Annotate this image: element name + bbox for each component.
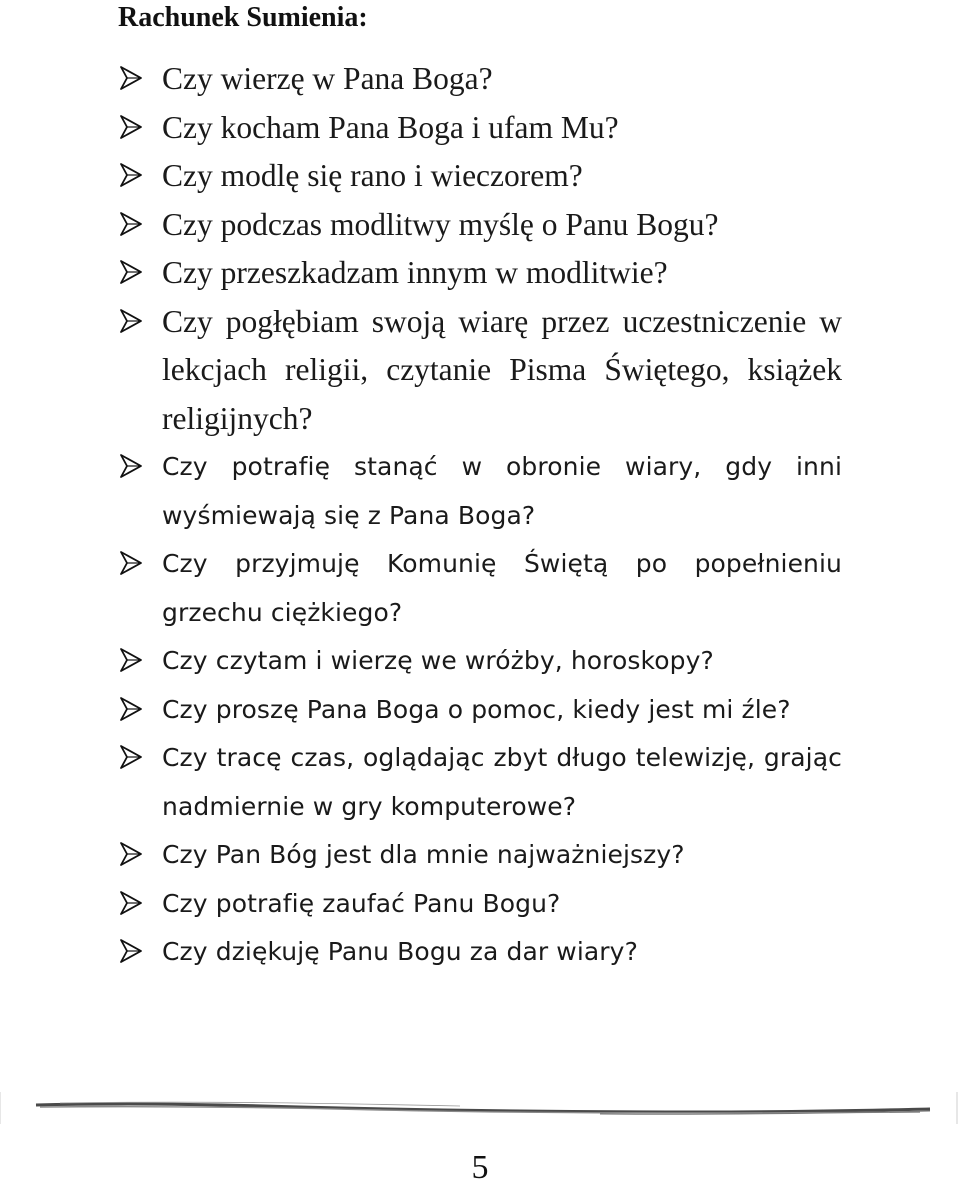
list-item-text: Czy pogłębiam swoją wiarę przez uczestniczenie w lekcjach religii, czytanie Pisma Świętego, książek religijnych?: [162, 303, 842, 436]
examination-list: [118, 55, 842, 977]
arrow-bullet-icon: [120, 66, 142, 90]
list-item-text: Czy przeszkadzam innym w modlitwie?: [162, 255, 668, 290]
list-item: [118, 734, 842, 831]
list-item-text: Czy dziękuję Panu Bogu za dar wiary?: [162, 937, 638, 966]
list-item: [118, 104, 842, 153]
page-number: 5: [471, 1149, 489, 1186]
list-item: [118, 443, 842, 540]
arrow-bullet-icon: [120, 212, 142, 236]
list-item-text: Czy tracę czas, oglądając zbyt długo telewizję, grając nadmiernie w gry komputerowe?: [162, 743, 842, 821]
list-item-text: Czy potrafię zaufać Panu Bogu?: [162, 888, 561, 918]
arrow-bullet-icon: [120, 454, 142, 478]
list-item: [118, 637, 842, 686]
list-item-text: Czy proszę Pana Boga o pomoc, kiedy jest mi źle?: [162, 694, 791, 724]
list-item-text: Czy czytam i wierzę we wróżby, horoskopy?: [162, 646, 714, 675]
list-item-text: Czy przyjmuję Komunię Świętą po popełnieniu grzechu ciężkiego?: [162, 549, 842, 627]
footer-divider: [0, 1088, 960, 1128]
list-item-text: Czy podczas modlitwy myślę o Panu Bogu?: [162, 206, 719, 242]
arrow-bullet-icon: [120, 745, 142, 769]
list-item-text: Czy potrafię stanąć w obronie wiary, gdy inni wyśmiewają się z Pana Boga?: [162, 452, 842, 530]
list-item-text: Czy wierzę w Pana Boga?: [162, 61, 493, 96]
list-item: [118, 201, 842, 250]
list-item-text: Czy modlę się rano i wieczorem?: [162, 158, 583, 193]
arrow-bullet-icon: [120, 115, 142, 139]
arrow-bullet-icon: [120, 697, 142, 721]
page-title: Rachunek Sumienia:: [118, 2, 368, 33]
arrow-bullet-icon: [120, 842, 142, 866]
list-item-text: Czy kocham Pana Boga i ufam Mu?: [162, 109, 619, 145]
list-item: [118, 686, 842, 735]
arrow-bullet-icon: [120, 260, 142, 284]
list-item: [118, 249, 842, 298]
list-item: [118, 540, 842, 637]
arrow-bullet-icon: [120, 891, 142, 915]
list-item-text: Czy Pan Bóg jest dla mnie najważniejszy?: [162, 840, 685, 869]
list-item: [118, 55, 842, 104]
list-item: [118, 880, 842, 929]
list-item: [118, 298, 842, 444]
arrow-bullet-icon: [120, 309, 142, 333]
arrow-bullet-icon: [120, 551, 142, 575]
arrow-bullet-icon: [120, 163, 142, 187]
list-item: [118, 152, 842, 201]
arrow-bullet-icon: [120, 939, 142, 963]
list-item: [118, 831, 842, 880]
list-item: [118, 928, 842, 977]
arrow-bullet-icon: [120, 648, 142, 672]
